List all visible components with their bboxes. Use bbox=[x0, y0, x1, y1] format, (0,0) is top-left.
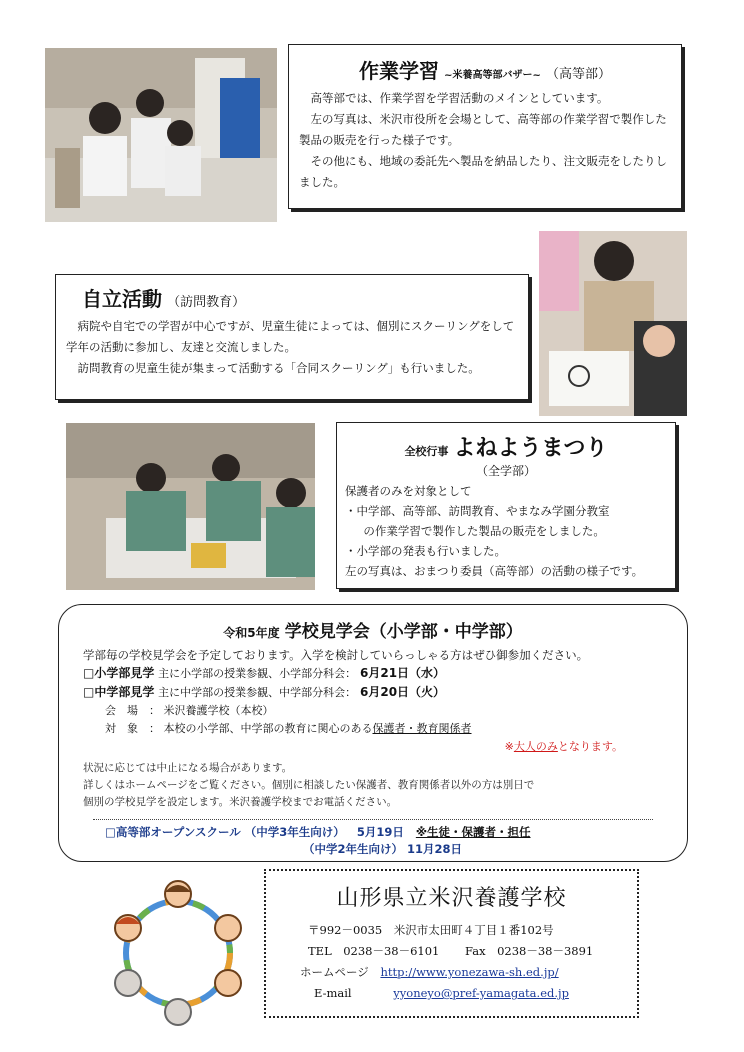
jiritsu-line-1: 病院や自宅での学習が中心ですが、児童生徒によっては、個別にスクーリングをして学年の活動に参加し、友達と交流しました。 bbox=[66, 319, 515, 354]
sagyo-line-2: 左の写真は、米沢市役所を会場として、高等部の作業学習で製作した製品の販売を行った様子です。 bbox=[299, 112, 667, 147]
note-2: 詳しくはホームページをご覧ください。個別に相談したい保護者、教育関係者以外の方は別日で bbox=[83, 779, 535, 791]
kengaku-intro: 学部毎の学校見学会を予定しております。入学を検討していらっしゃる方はぜひ御参加ください。 bbox=[83, 648, 589, 662]
matsuri-section bbox=[336, 422, 676, 589]
chu-date: 6月20日（火） bbox=[360, 685, 446, 699]
mail-label: E-mail bbox=[314, 986, 352, 1000]
kengaku-section bbox=[58, 604, 688, 862]
jiritsu-paren: （訪問教育） bbox=[167, 295, 246, 310]
mail-link[interactable]: yyoneyo@pref-yamagata.ed.jp bbox=[393, 986, 569, 1000]
sagyo-line-3: その他にも、地域の委託先へ製品を納品したり、注文販売をしたりしました。 bbox=[299, 154, 667, 189]
kengaku-divider bbox=[93, 819, 653, 820]
children-ring-illustration bbox=[103, 878, 253, 1028]
kengaku-title: 学校見学会（小学部・中学部） bbox=[284, 622, 523, 642]
matsuri-line-2: ・中学部、高等部、訪問教育、やまなみ学園分教室 bbox=[345, 504, 610, 518]
target-label: 対 象 ： bbox=[105, 722, 160, 735]
school-tel: TEL 0238－38－6101 bbox=[308, 944, 440, 958]
matsuri-line-3: の作業学習で製作した製品の販売をしました。 bbox=[363, 524, 605, 538]
sagyo-title: 作業学習 bbox=[359, 59, 440, 83]
photo-bazaar bbox=[45, 48, 277, 222]
sagyo-paren: （高等部） bbox=[545, 67, 611, 82]
matsuri-line-1: 保護者のみを対象として bbox=[345, 484, 472, 498]
target-text: 本校の小学部、中学部の教育に関心のある bbox=[163, 722, 373, 735]
open2-who: （中学2年生向け） bbox=[303, 842, 404, 856]
hp-label: ホームページ bbox=[300, 965, 369, 979]
sho-date: 6月21日（水） bbox=[360, 666, 446, 680]
target-underlined: 保護者・教育関係者 bbox=[372, 722, 472, 735]
open-label: □高等部オープンスクール bbox=[105, 825, 241, 839]
jiritsu-section bbox=[55, 274, 529, 400]
only-rest: となります。 bbox=[557, 740, 623, 753]
jiritsu-line-2: 訪問教育の児童生徒が集まって活動する「合同スクーリング」も行いました。 bbox=[77, 361, 480, 375]
sho-label: □小学部見学 bbox=[83, 666, 155, 680]
sagyo-section bbox=[288, 44, 682, 209]
chu-label: □中学部見学 bbox=[83, 685, 155, 699]
school-name: 山形県立米沢養護学校 bbox=[336, 886, 567, 911]
photo-festival bbox=[66, 423, 315, 590]
school-fax: Fax 0238－38－3891 bbox=[465, 944, 594, 958]
note-3: 個別の学校見学を設定します。米沢養護学校までお電話ください。 bbox=[83, 796, 398, 808]
matsuri-line-4: ・小学部の発表も行いました。 bbox=[345, 544, 506, 558]
only-underlined: 大人のみ bbox=[513, 740, 558, 753]
open1-date: 5月19日 bbox=[356, 825, 404, 839]
venue-value: 米沢養護学校（本校） bbox=[163, 704, 274, 717]
matsuri-paren: （全学部） bbox=[475, 464, 536, 478]
school-address: 〒992－0035 米沢市太田町４丁目１番102号 bbox=[308, 923, 554, 937]
photo-jiritsu bbox=[539, 231, 687, 416]
matsuri-title: よねようまつり bbox=[453, 436, 608, 461]
sho-detail: 主に小学部の授業参観、小学部分科会： bbox=[158, 667, 357, 680]
open2-date: 11月28日 bbox=[407, 842, 463, 856]
kengaku-year: 令和5年度 bbox=[223, 626, 280, 640]
sagyo-subtitle: ~米養高等部バザー~ bbox=[444, 70, 541, 81]
open1-who: （中学3年生向け） bbox=[244, 825, 345, 839]
venue-label: 会 場 ： bbox=[105, 704, 160, 717]
note-1: 状況に応じては中止になる場合があります。 bbox=[83, 762, 293, 774]
chu-detail: 主に中学部の授業参観、中学部分科会： bbox=[158, 686, 357, 699]
matsuri-line-5: 左の写真は、おまつり委員（高等部）の活動の様子です。 bbox=[345, 564, 644, 578]
hp-link[interactable]: http://www.yonezawa-sh.ed.jp/ bbox=[380, 965, 559, 979]
open1-note: ※生徒・保護者・担任 bbox=[415, 825, 531, 839]
jiritsu-title: 自立活動 bbox=[82, 287, 162, 311]
only-mark: ※ bbox=[504, 740, 514, 753]
matsuri-prefix: 全校行事 bbox=[404, 445, 449, 458]
sagyo-line-1: 高等部では、作業学習を学習活動のメインとしています。 bbox=[310, 91, 609, 105]
school-info bbox=[264, 869, 639, 1018]
